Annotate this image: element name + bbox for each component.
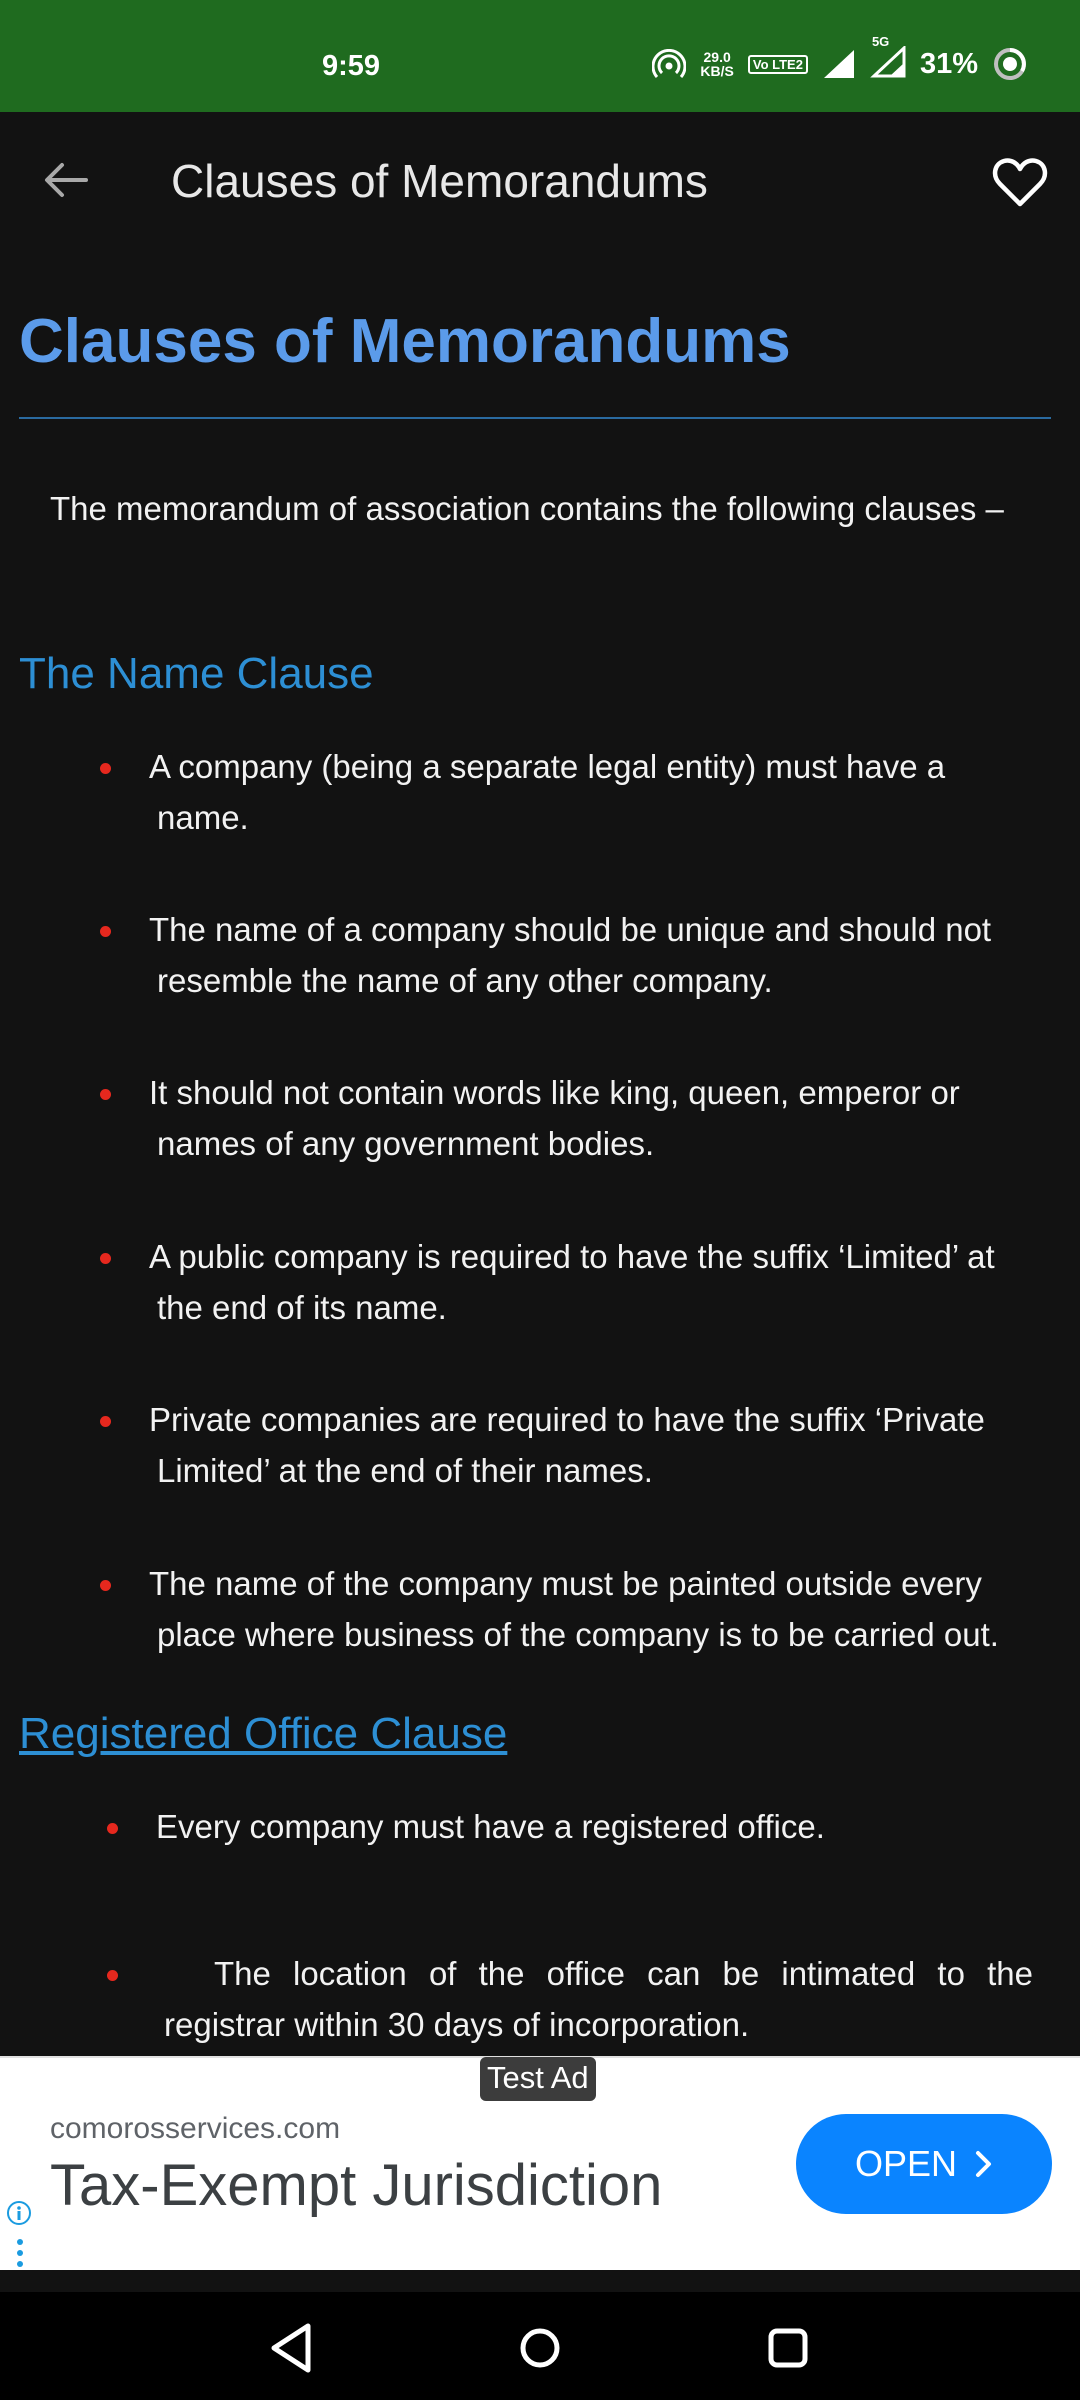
list-item-line: registrar within 30 days of incorporation. — [164, 2006, 750, 2043]
list-item-line: A public company is required to have the suffix ‘Limited’ at — [149, 1238, 995, 1275]
bullet-dot — [100, 1580, 111, 1591]
intro-paragraph: The memorandum of association contains the following clauses – — [50, 490, 1004, 527]
section-title-registered-office-link[interactable]: Registered Office Clause — [19, 1709, 508, 1758]
app-bar — [0, 112, 1080, 248]
article-content[interactable] — [0, 248, 1080, 2056]
list-item-line: A company (being a separate legal entity) must have a — [149, 748, 946, 785]
chevron-right-icon — [975, 2150, 993, 2178]
favorite-heart-icon[interactable] — [990, 152, 1050, 212]
list-item-text — [103, 1231, 1033, 1333]
ad-tag: Test Ad — [480, 2057, 596, 2101]
list-item — [103, 1231, 1033, 1333]
list-item-text — [103, 741, 1033, 843]
status-icons — [652, 33, 1028, 84]
list-item — [110, 1801, 1040, 1852]
speed-value: 29.0 — [703, 49, 731, 65]
list-item — [103, 1558, 1033, 1660]
bullet-dot — [100, 1253, 111, 1264]
list-item-line: The name of a company should be unique and should not — [149, 911, 992, 948]
section-title-name-clause: The Name Clause — [19, 649, 374, 698]
system-nav-bar — [0, 2292, 1080, 2400]
list-item-line: Every company must have a registered office. — [156, 1808, 825, 1845]
list-item-line: Limited’ at the end of their names. — [157, 1452, 653, 1489]
list-item-text — [103, 1394, 1033, 1496]
back-arrow-icon[interactable] — [38, 152, 94, 208]
ad-domain: comorosservices.com — [50, 2112, 341, 2145]
nav-recents-icon[interactable] — [752, 2312, 824, 2384]
list-item-line: names of any government bodies. — [157, 1125, 655, 1162]
list-item — [103, 1394, 1033, 1496]
list-item-text — [103, 904, 1033, 1006]
nav-back-icon[interactable] — [256, 2312, 328, 2384]
bullet-dot — [100, 763, 111, 774]
signal-5g-group — [870, 33, 906, 83]
ad-open-label: OPEN — [854, 2143, 958, 2184]
battery-percent: 31% — [919, 47, 978, 80]
nav-home-icon[interactable] — [504, 2312, 576, 2384]
ad-banner[interactable] — [0, 2056, 1080, 2270]
hotspot-icon — [652, 49, 686, 79]
ad-info-icon[interactable] — [6, 2200, 32, 2226]
ad-headline[interactable]: Tax-Exempt Jurisdiction — [50, 2153, 663, 2218]
list-item — [103, 741, 1033, 843]
list-item-line: resemble the name of any other company. — [157, 962, 773, 999]
bullet-dot — [107, 1970, 118, 1981]
status-bar — [0, 0, 1080, 112]
bullet-dot — [100, 1416, 111, 1427]
list-item-text — [103, 1067, 1033, 1169]
list-item-line: The location of the office can be intimated to the — [214, 1955, 1033, 1992]
more-vertical-icon[interactable] — [16, 2238, 24, 2268]
speed-unit: KB/S — [700, 63, 734, 79]
bullet-dot — [107, 1823, 118, 1834]
volte-icon: Vo LTE2 — [748, 55, 808, 74]
ad-open-button[interactable] — [796, 2114, 1052, 2214]
battery-icon — [992, 46, 1028, 82]
list-item-text — [103, 1558, 1033, 1660]
network-speed — [700, 50, 733, 78]
page-title: Clauses of Memorandums — [19, 307, 791, 376]
network-type: 5G — [871, 33, 890, 49]
signal-icon — [822, 48, 856, 80]
list-item-line: name. — [157, 799, 249, 836]
bullet-dot — [100, 1089, 111, 1100]
list-item-line: The name of the company must be painted outside every — [149, 1565, 982, 1602]
list-item-line: the end of its name. — [157, 1289, 447, 1326]
list-item-text — [110, 1948, 1033, 2050]
list-item — [103, 1067, 1033, 1169]
list-item-text — [110, 1801, 1040, 1852]
list-item-line: Private companies are required to have the suffix ‘Private — [149, 1401, 985, 1438]
bullet-dot — [100, 926, 111, 937]
list-item-line: It should not contain words like king, queen, emperor or — [149, 1074, 960, 1111]
list-item — [110, 1948, 1033, 2050]
signal-5g-icon — [870, 46, 906, 78]
status-time: 9:59 — [322, 50, 381, 82]
list-item-line: place where business of the company is to be carried out. — [157, 1616, 999, 1653]
list-item — [103, 904, 1033, 1006]
app-bar-title: Clauses of Memorandums — [171, 155, 708, 207]
heading-divider — [19, 417, 1051, 419]
